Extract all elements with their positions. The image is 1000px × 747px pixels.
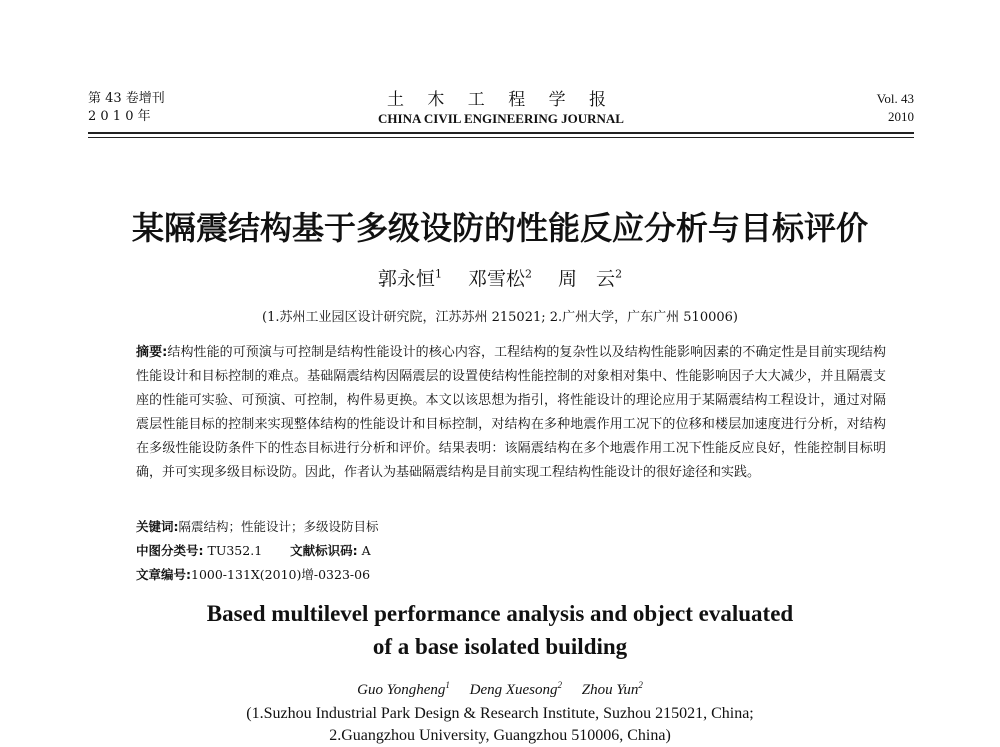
author-sup: 2 — [615, 268, 623, 281]
journal-name-cn: 土 木 工 程 学 报 — [386, 90, 616, 110]
affiliation-en-line1: (1.Suzhou Industrial Park Design & Research Institute, Suzhou 215021, China; — [246, 705, 754, 722]
clc-label: 中图分类号: — [136, 543, 204, 558]
author-sup: 2 — [638, 680, 643, 690]
abstract-text: 结构性能的可预演与可控制是结构性能设计的核心内容，工程结构的复杂性以及结构性能影响因素的不确定性是目前实现结构性能设计和目标控制的难点。基础隔震结构因隔震层的设置使结构性能控制的对象相对集中、性能影响因子大大减少，并且隔震支座的性能可实验、可预演、可控制，构件易更换。本文以该思想为指引，将性能设计的理论应用于某隔震结构工程设计，通过对隔震层性能目标的控制来实现整体结构的性能设计和目标控制，对结构在多种地震作用工况下的位移和楼层加速度进行分析，对结构在多级性能设防条件下的性态目标进行分析和评价。结果表明：该隔震结构在多个地震作用工况下性能反应良好，性能控制目标明确，并可实现多级目标设防。因此，作者认为基础隔震结构是目前实现工程结构性能设计的很好途径和实践。 — [136, 345, 886, 480]
article-number — [136, 564, 886, 586]
author-name: 周 云 — [558, 268, 616, 291]
author-cn — [468, 268, 532, 290]
authors-en — [0, 675, 1000, 700]
header-rule-thin — [88, 137, 914, 138]
author-cn — [378, 268, 442, 290]
doc-code-value: A — [361, 543, 371, 558]
title-cn: 某隔震结构基于多级设防的性能反应分析与目标评价 — [131, 209, 868, 247]
author-cn — [558, 268, 622, 290]
author-name: Deng Xuesong — [469, 682, 558, 698]
year-cn: 2 0 1 0 年 — [88, 109, 151, 124]
volume-cn: 第 43 卷增刊 — [88, 91, 165, 106]
author-en — [357, 682, 450, 698]
author-sup: 2 — [525, 268, 532, 281]
author-sup: 1 — [434, 268, 442, 281]
authors-cn — [0, 262, 1000, 292]
header-right — [877, 90, 914, 126]
journal-header — [88, 90, 914, 130]
keywords-label: 关键词: — [136, 519, 179, 534]
author-sup: 2 — [557, 680, 563, 690]
article-number-value: 1000-131X(2010)增-0323-06 — [191, 567, 371, 582]
abstract-label: 摘要: — [136, 345, 168, 360]
affiliations-en — [0, 703, 1000, 747]
journal-name-en: CHINA CIVIL ENGINEERING JOURNAL — [378, 111, 624, 126]
title-en — [80, 597, 920, 663]
year-en: 2010 — [888, 109, 914, 124]
doc-code-label: 文献标识码: — [290, 543, 358, 558]
author-name: 邓雪松 — [467, 268, 525, 291]
author-sup: 1 — [445, 680, 450, 690]
keywords-text: 隔震结构；性能设计；多级设防目标 — [178, 519, 379, 534]
article-number-label: 文章编号: — [136, 567, 191, 582]
header-center — [88, 90, 914, 128]
keywords — [136, 516, 886, 538]
author-name: Zhou Yun — [581, 682, 639, 698]
clc-value: TU352.1 — [207, 543, 263, 558]
author-name: Guo Yongheng — [357, 682, 446, 698]
affiliations-cn: (1.苏州工业园区设计研究院，江苏苏州 215021; 2.广州大学，广东广州 510006) — [262, 310, 738, 325]
volume-en: Vol. 43 — [876, 91, 914, 106]
author-en — [582, 682, 643, 698]
author-en — [470, 682, 562, 698]
title-en-line2: of a base isolated building — [372, 634, 628, 659]
author-name: 郭永恒 — [377, 268, 435, 291]
classification — [136, 540, 886, 562]
affiliation-en-line2: 2.Guangzhou University, Guangzhou 510006, China) — [329, 727, 671, 744]
header-rule-thick — [88, 132, 914, 134]
title-en-line1: Based multilevel performance analysis and object evaluated — [206, 601, 794, 626]
abstract — [136, 341, 886, 485]
